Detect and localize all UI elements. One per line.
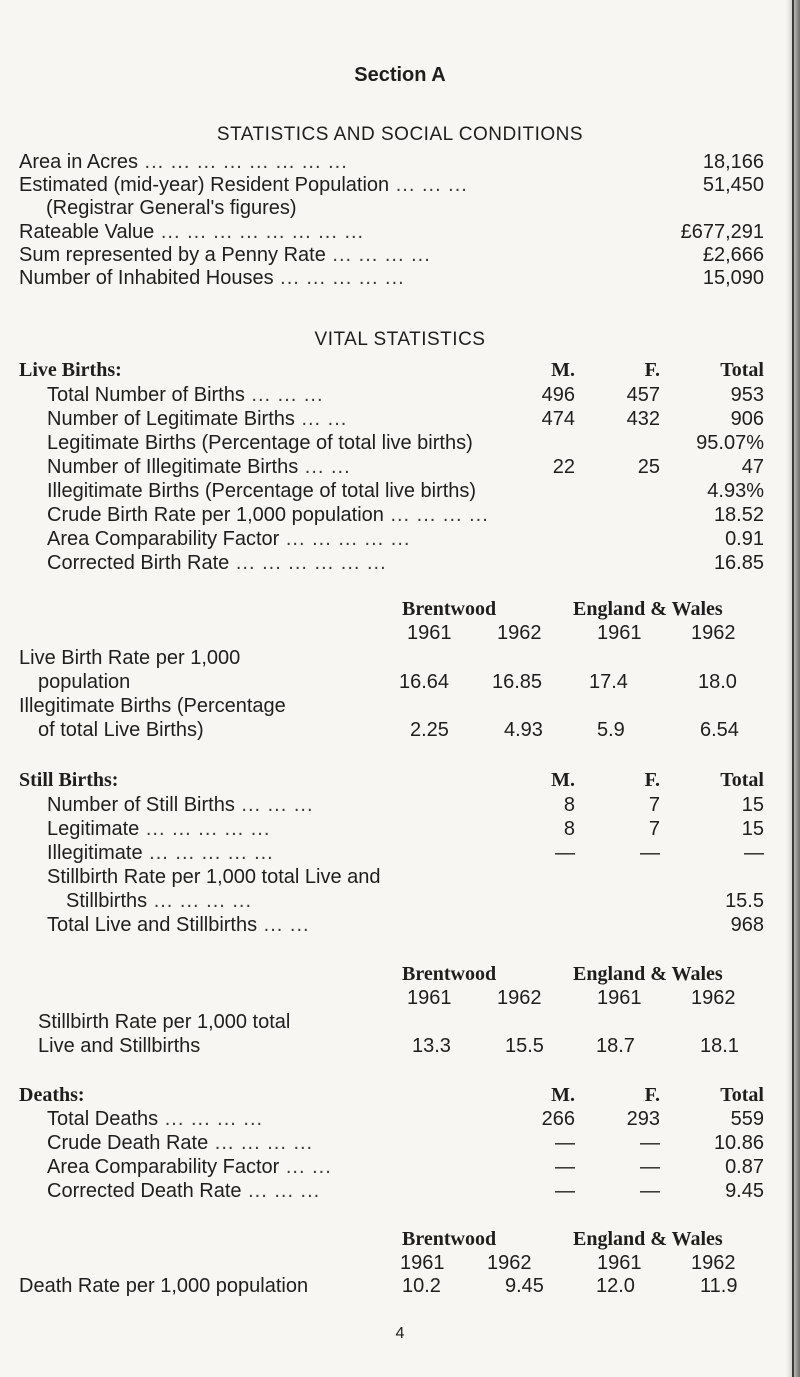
area-value: 18,166 — [702, 151, 764, 173]
crude-death-total: 10.86 — [713, 1132, 764, 1154]
cmp1-row1-v1: 16.64 — [399, 671, 450, 693]
legit-pct-value: 95.07% — [696, 432, 764, 454]
area-label: Area in Acres ... ... ... ... ... ... ... ... — [19, 151, 348, 173]
stillbirth-rate-value: 15.5 — [725, 890, 764, 912]
total-deaths-label: Total Deaths ... ... ... ... — [47, 1108, 264, 1130]
cmp3-england-header: England & Wales — [573, 1228, 723, 1250]
stillbirth-rate-label-a: Stillbirth Rate per 1,000 total Live and — [47, 866, 381, 888]
still-col-f: F. — [644, 769, 660, 791]
cmp2-v1: 13.3 — [412, 1035, 451, 1057]
total-births-total: 953 — [730, 384, 764, 406]
cmp3-v1: 10.2 — [402, 1275, 441, 1297]
still-illegit-m: — — [555, 842, 575, 864]
cmp3-v3: 12.0 — [596, 1275, 635, 1297]
illegit-pct-value: 4.93% — [707, 480, 764, 502]
total-deaths-f: 293 — [626, 1108, 660, 1130]
cmp1-row2-v2: 4.93 — [504, 719, 543, 741]
cmp1-year-1962-b: 1962 — [691, 622, 736, 644]
crude-birth-value: 18.52 — [713, 504, 764, 526]
cmp2-brentwood-header: Brentwood — [402, 963, 497, 985]
total-births-m: 496 — [541, 384, 575, 406]
cmp1-row2-label-a: Illegitimate Births (Percentage — [19, 695, 286, 717]
death-acf-f: — — [640, 1156, 660, 1178]
crude-death-f: — — [640, 1132, 660, 1154]
birth-acf-label: Area Comparability Factor ... ... ... ... ... — [47, 528, 411, 550]
page-edge-line — [792, 0, 794, 1377]
legit-pct-label: Legitimate Births (Percentage of total live births) — [47, 432, 473, 454]
live-births-heading: Live Births: — [19, 359, 122, 381]
still-legit-f: 7 — [648, 818, 660, 840]
illegit-births-f: 25 — [637, 456, 660, 478]
corrected-birth-label: Corrected Birth Rate ... ... ... ... ... ... — [47, 552, 387, 574]
deaths-col-m: M. — [551, 1084, 575, 1106]
penny-value: £2,666 — [702, 244, 764, 266]
cmp1-row1-v2: 16.85 — [492, 671, 543, 693]
death-acf-total: 0.87 — [725, 1156, 764, 1178]
total-births-f: 457 — [626, 384, 660, 406]
still-illegit-label: Illegitimate ... ... ... ... ... — [47, 842, 274, 864]
illegit-births-total: 47 — [741, 456, 764, 478]
legit-births-m: 474 — [541, 408, 575, 430]
still-illegit-f: — — [640, 842, 660, 864]
cmp3-v2: 9.45 — [505, 1275, 544, 1297]
cmp1-row1-v3: 17.4 — [589, 671, 628, 693]
cmp2-row-label-b: Live and Stillbirths — [38, 1035, 201, 1057]
live-col-total: Total — [720, 359, 764, 381]
cmp1-row2-v1: 2.25 — [410, 719, 449, 741]
still-births-heading: Still Births: — [19, 769, 119, 791]
crude-death-m: — — [555, 1132, 575, 1154]
stats-heading: STATISTICS AND SOCIAL CONDITIONS — [216, 124, 584, 145]
penny-label: Sum represented by a Penny Rate ... ... ... ... — [19, 244, 431, 266]
cmp1-year-1961-b: 1961 — [597, 622, 642, 644]
cmp1-row2-label-b: of total Live Births) — [38, 719, 204, 741]
deaths-col-total: Total — [720, 1084, 764, 1106]
cmp1-row2-v4: 6.54 — [700, 719, 739, 741]
section-title: Section A — [354, 64, 446, 86]
cmp2-v4: 18.1 — [700, 1035, 739, 1057]
cmp1-row2-v3: 5.9 — [597, 719, 625, 741]
rateable-value: £677,291 — [680, 221, 764, 243]
birth-acf-value: 0.91 — [725, 528, 764, 550]
corrected-death-total: 9.45 — [725, 1180, 764, 1202]
deaths-col-f: F. — [644, 1084, 660, 1106]
houses-label: Number of Inhabited Houses ... ... ... ... ... — [19, 267, 405, 289]
cmp1-brentwood-header: Brentwood — [402, 598, 497, 620]
stillbirth-rate-label-b: Stillbirths ... ... ... ... — [66, 890, 253, 912]
cmp2-england-header: England & Wales — [573, 963, 723, 985]
death-acf-label: Area Comparability Factor ... ... — [47, 1156, 332, 1178]
cmp2-row-label-a: Stillbirth Rate per 1,000 total — [38, 1011, 291, 1033]
total-live-still-value: 968 — [730, 914, 764, 936]
corrected-death-label: Corrected Death Rate ... ... ... — [47, 1180, 321, 1202]
total-live-still-label: Total Live and Stillbirths ... ... — [47, 914, 310, 936]
legit-births-f: 432 — [626, 408, 660, 430]
crude-birth-label: Crude Birth Rate per 1,000 population ... ... ... ... — [47, 504, 489, 526]
cmp2-year-1962-b: 1962 — [691, 987, 736, 1009]
illegit-births-m: 22 — [552, 456, 575, 478]
cmp2-year-1961-b: 1961 — [597, 987, 642, 1009]
live-col-m: M. — [551, 359, 575, 381]
deaths-heading: Deaths: — [19, 1084, 85, 1106]
cmp1-row1-v4: 18.0 — [698, 671, 737, 693]
still-legit-m: 8 — [563, 818, 575, 840]
still-col-m: M. — [551, 769, 575, 791]
cmp3-row-label: Death Rate per 1,000 population — [19, 1275, 309, 1297]
houses-value: 15,090 — [702, 267, 764, 289]
population-label: Estimated (mid-year) Resident Population ... ... ... — [19, 174, 468, 196]
total-births-label: Total Number of Births ... ... ... — [47, 384, 324, 406]
vital-heading: VITAL STATISTICS — [314, 329, 486, 350]
illegit-births-label: Number of Illegitimate Births ... ... — [47, 456, 351, 478]
cmp2-v2: 15.5 — [505, 1035, 544, 1057]
cmp3-year-1961-b: 1961 — [597, 1252, 642, 1274]
still-number-m: 8 — [563, 794, 575, 816]
cmp3-v4: 11.9 — [700, 1275, 738, 1297]
cmp3-year-1962-b: 1962 — [691, 1252, 736, 1274]
cmp3-year-1961-a: 1961 — [400, 1252, 445, 1274]
still-illegit-total: — — [744, 842, 764, 864]
population-note: (Registrar General's figures) — [46, 197, 297, 219]
population-value: 51,450 — [702, 174, 764, 196]
cmp1-row1-label-b: population — [38, 671, 131, 693]
live-col-f: F. — [644, 359, 660, 381]
cmp2-v3: 18.7 — [596, 1035, 635, 1057]
corrected-death-f: — — [640, 1180, 660, 1202]
cmp3-year-1962-a: 1962 — [487, 1252, 532, 1274]
still-legit-total: 15 — [741, 818, 764, 840]
legit-births-label: Number of Legitimate Births ... ... — [47, 408, 348, 430]
still-number-f: 7 — [648, 794, 660, 816]
crude-death-label: Crude Death Rate ... ... ... ... — [47, 1132, 314, 1154]
legit-births-total: 906 — [730, 408, 764, 430]
illegit-pct-label: Illegitimate Births (Percentage of total live births) — [47, 480, 477, 502]
corrected-death-m: — — [555, 1180, 575, 1202]
cmp3-brentwood-header: Brentwood — [402, 1228, 497, 1250]
cmp2-year-1962-a: 1962 — [497, 987, 542, 1009]
total-deaths-total: 559 — [730, 1108, 764, 1130]
rateable-label: Rateable Value ... ... ... ... ... ... ... ... — [19, 221, 365, 243]
still-legit-label: Legitimate ... ... ... ... ... — [47, 818, 271, 840]
death-acf-m: — — [555, 1156, 575, 1178]
page-number: 4 — [395, 1325, 405, 1342]
corrected-birth-value: 16.85 — [713, 552, 764, 574]
cmp1-row1-label-a: Live Birth Rate per 1,000 — [19, 647, 241, 669]
still-col-total: Total — [720, 769, 764, 791]
still-number-total: 15 — [741, 794, 764, 816]
still-number-label: Number of Still Births ... ... ... — [47, 794, 314, 816]
cmp1-year-1961-a: 1961 — [407, 622, 452, 644]
cmp2-year-1961-a: 1961 — [407, 987, 452, 1009]
cmp1-year-1962-a: 1962 — [497, 622, 542, 644]
cmp1-england-header: England & Wales — [573, 598, 723, 620]
total-deaths-m: 266 — [541, 1108, 575, 1130]
